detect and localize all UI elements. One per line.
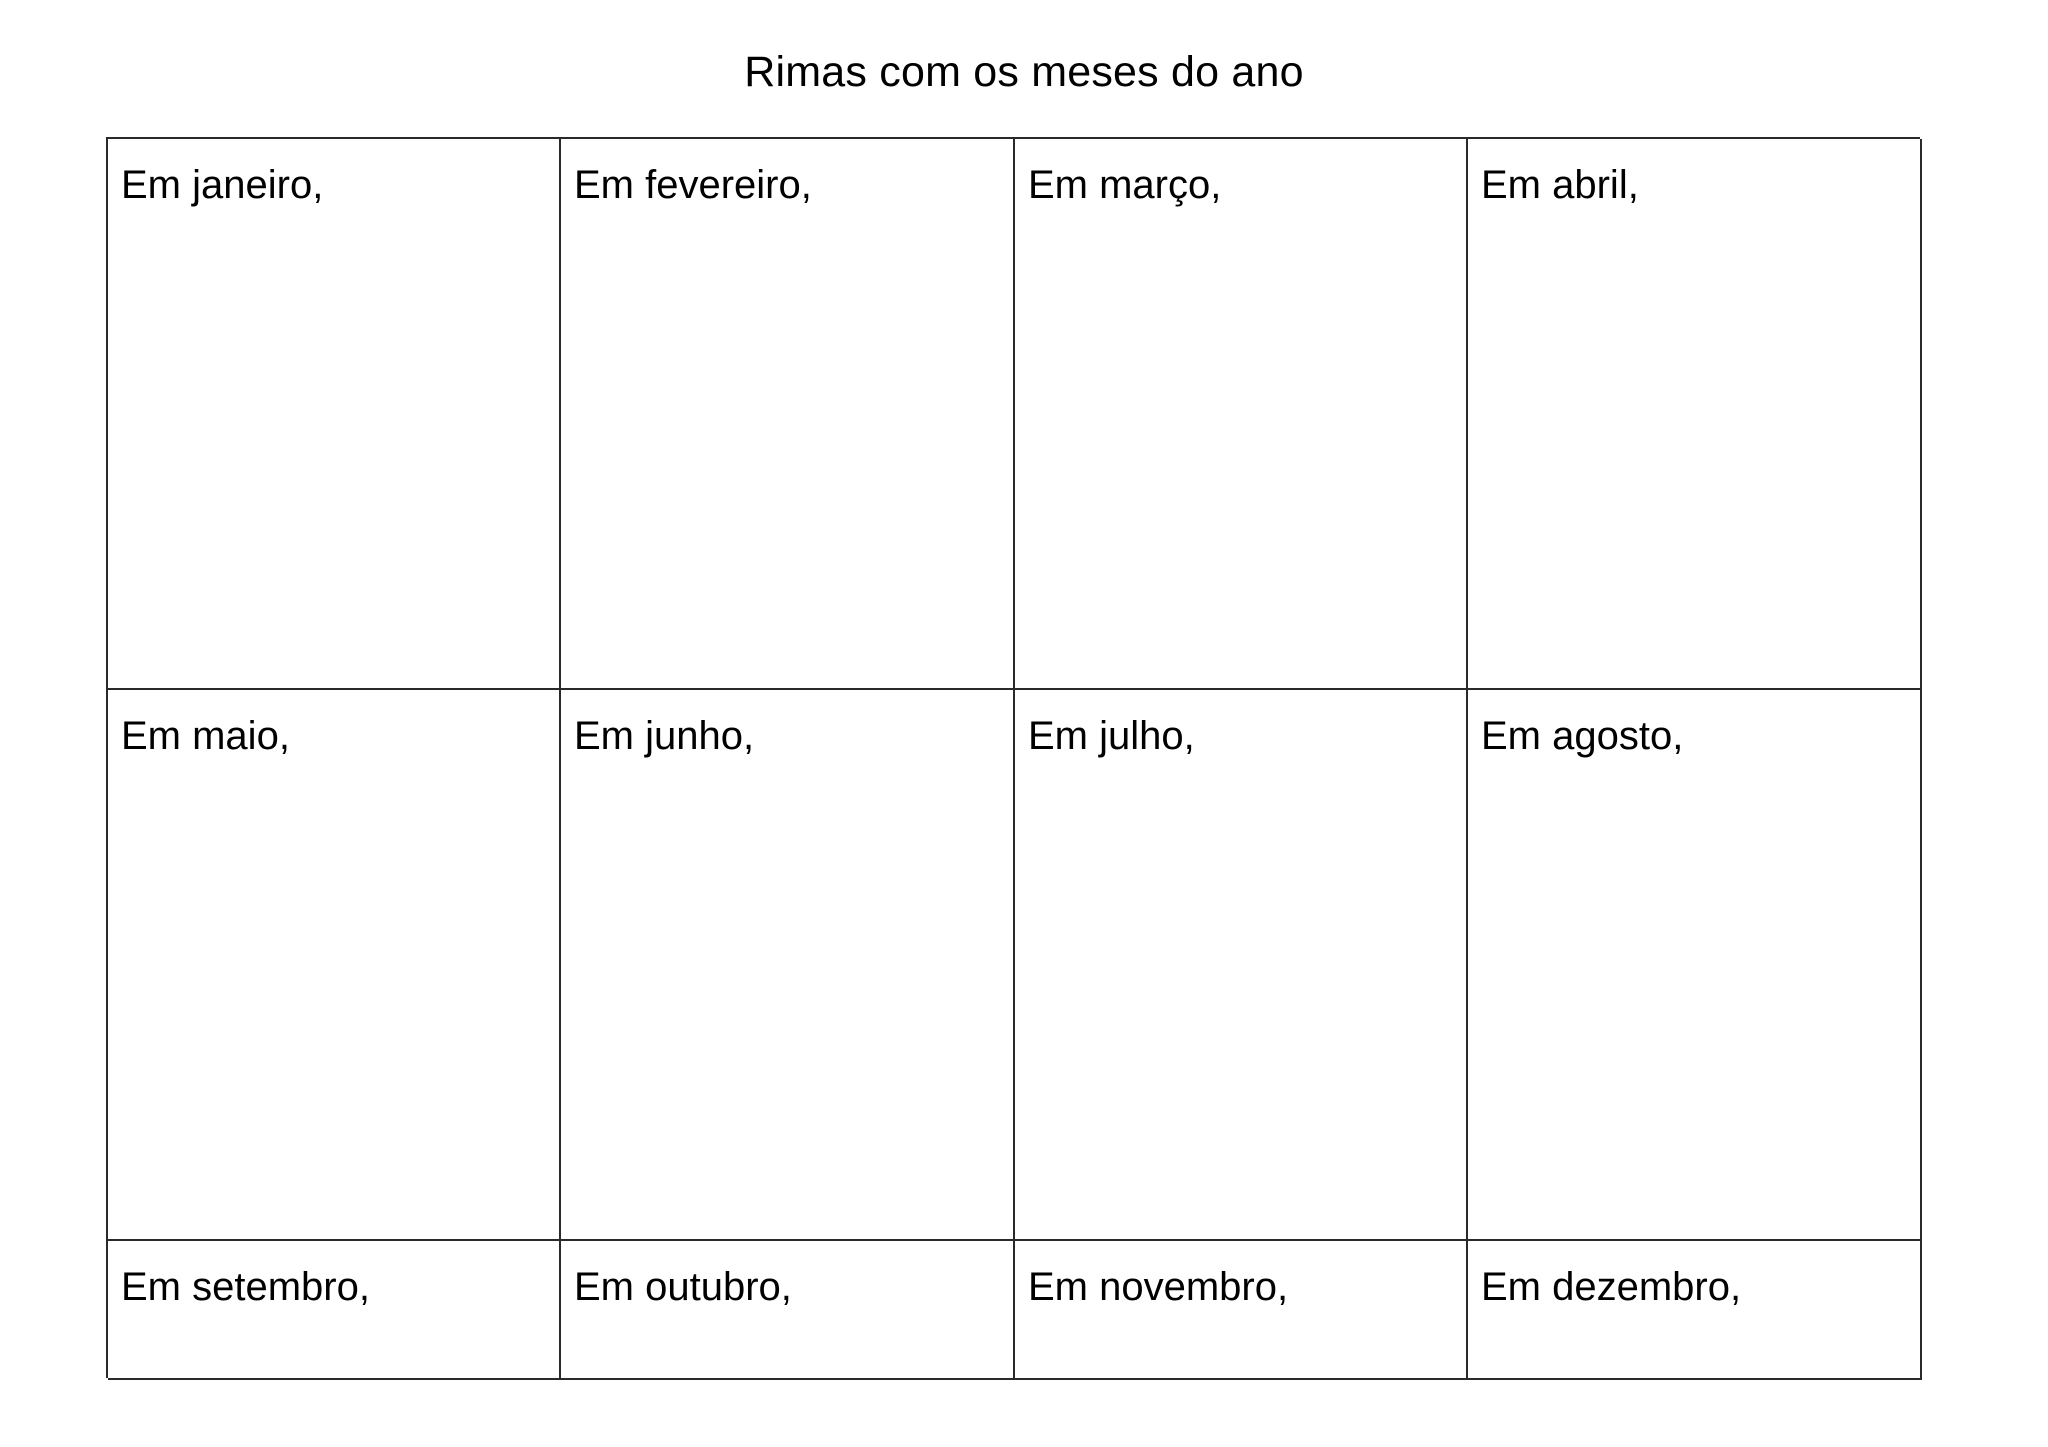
month-cell-december[interactable] bbox=[1468, 1241, 1922, 1380]
month-cell-april[interactable] bbox=[1468, 139, 1922, 690]
month-cell-june[interactable] bbox=[561, 690, 1015, 1241]
month-cell-november[interactable] bbox=[1015, 1241, 1468, 1380]
months-table bbox=[106, 137, 1920, 1378]
page-title: Rimas com os meses do ano bbox=[744, 48, 1304, 96]
month-cell-october[interactable] bbox=[561, 1241, 1015, 1380]
month-cell-august[interactable] bbox=[1468, 690, 1922, 1241]
month-label: Em maio, bbox=[121, 714, 290, 758]
month-label: Em junho, bbox=[574, 714, 755, 758]
month-cell-february[interactable] bbox=[561, 139, 1015, 690]
month-label: Em dezembro, bbox=[1481, 1265, 1742, 1309]
month-cell-september[interactable] bbox=[108, 1241, 561, 1380]
month-label: Em julho, bbox=[1028, 714, 1195, 758]
month-cell-may[interactable] bbox=[108, 690, 561, 1241]
month-label: Em fevereiro, bbox=[574, 163, 812, 207]
month-label: Em novembro, bbox=[1028, 1265, 1289, 1309]
month-cell-march[interactable] bbox=[1015, 139, 1468, 690]
month-cell-july[interactable] bbox=[1015, 690, 1468, 1241]
month-label: Em outubro, bbox=[574, 1265, 792, 1309]
month-label: Em março, bbox=[1028, 163, 1222, 207]
month-label: Em setembro, bbox=[121, 1265, 370, 1309]
month-label: Em janeiro, bbox=[121, 163, 324, 207]
month-label: Em agosto, bbox=[1481, 714, 1684, 758]
month-cell-january[interactable] bbox=[108, 139, 561, 690]
month-label: Em abril, bbox=[1481, 163, 1639, 207]
